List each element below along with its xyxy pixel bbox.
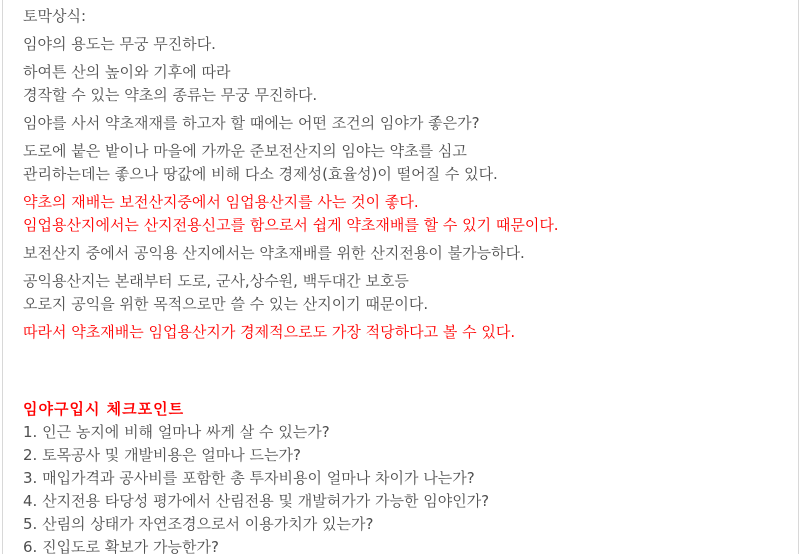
paragraph xyxy=(23,270,798,316)
paragraph xyxy=(23,242,798,265)
paragraph-highlight xyxy=(23,191,798,237)
text-line: 임업용산지에서는 산지전용신고를 함으로서 쉽게 약초재배를 할 수 있기 때문이다. xyxy=(23,216,559,234)
text-line: 따라서 약초재배는 임업용산지가 경제적으로도 가장 적당하다고 볼 수 있다. xyxy=(23,323,516,341)
checklist-item: 1. 인근 농지에 비해 얼마나 싸게 살 수 있는가? xyxy=(23,423,330,441)
paragraph xyxy=(23,112,798,135)
checklist-item: 6. 진입도로 확보가 가능한가? xyxy=(23,538,219,554)
text-line: 도로에 붙은 밭이나 마을에 가까운 준보전산지의 임야는 약초를 심고 xyxy=(23,142,467,160)
paragraph xyxy=(23,33,798,56)
text-line: 보전산지 중에서 공익용 산지에서는 약초재배를 위한 산지전용이 불가능하다. xyxy=(23,244,525,262)
paragraph xyxy=(23,61,798,107)
text-line: 하여튼 산의 높이와 기후에 따라 xyxy=(23,63,231,81)
text-line: 관리하는데는 좋으나 땅값에 비해 다소 경제성(효율성)이 떨어질 수 있다. xyxy=(23,165,498,183)
text-line: 토막상식: xyxy=(23,7,87,25)
checklist-item: 3. 매입가격과 공사비를 포함한 총 투자비용이 얼마나 차이가 나는가? xyxy=(23,469,475,487)
text-line: 공익용산지는 본래부터 도로, 군사,상수원, 백두대간 보호등 xyxy=(23,272,409,290)
checklist-section xyxy=(23,398,798,554)
checklist-item: 2. 토목공사 및 개발비용은 얼마나 드는가? xyxy=(23,446,301,464)
text-line: 임야를 사서 약초재재를 하고자 할 때에는 어떤 조건의 임야가 좋은가? xyxy=(23,114,480,132)
text-line: 오로지 공익을 위한 목적으로만 쓸 수 있는 산지이기 때문이다. xyxy=(23,295,429,313)
paragraph xyxy=(23,140,798,186)
paragraph-highlight xyxy=(23,321,798,344)
content-area xyxy=(2,0,799,554)
tips-section xyxy=(23,5,798,344)
paragraph xyxy=(23,5,798,28)
text-line: 임야의 용도는 무궁 무진하다. xyxy=(23,35,216,53)
text-line: 경작할 수 있는 약초의 종류는 무궁 무진하다. xyxy=(23,86,318,104)
checklist-item: 5. 산림의 상태가 자연조경으로서 이용가치가 있는가? xyxy=(23,515,374,533)
text-line: 약초의 재배는 보전산지중에서 임업용산지를 사는 것이 좋다. xyxy=(23,193,419,211)
checklist-title: 임야구입시 체크포인트 xyxy=(23,400,185,418)
checklist-item: 4. 산지전용 타당성 평가에서 산림전용 및 개발허가가 가능한 임야인가? xyxy=(23,492,490,510)
